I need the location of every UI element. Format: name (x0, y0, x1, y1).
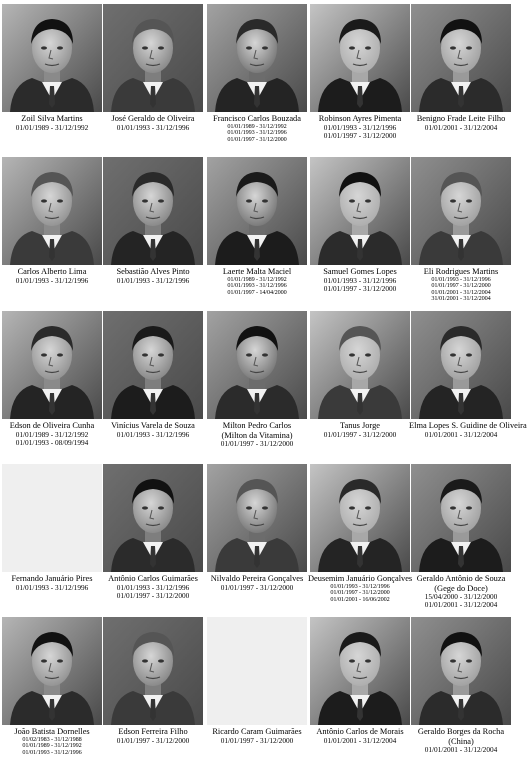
person-name: João Batista Dornelles (14, 727, 90, 736)
term-dates: 01/01/1989 - 31/12/1992 (15, 429, 89, 439)
caption (205, 114, 309, 143)
person-name: Milton Pedro Carlos (222, 421, 292, 430)
person-name: Robinson Ayres Pimenta (318, 114, 402, 123)
term-dates: 01/01/1993 - 31/12/1996 (323, 275, 397, 285)
person-nickname: (China) (448, 736, 474, 746)
person-name: Francisco Carlos Bouzada (213, 114, 301, 123)
term-dates: 01/01/1993 - 31/12/1996 (116, 122, 190, 132)
term-dates: 01/01/1997 - 31/12/2000 (431, 282, 491, 290)
term-dates: 01/01/1993 - 31/12/1996 (227, 282, 287, 290)
portrait-photo (207, 464, 307, 572)
term-dates: 01/01/1997 - 31/12/2000 (220, 735, 294, 745)
term-dates: 01/01/1993 - 31/12/1996 (116, 429, 190, 439)
councillor-card (2, 311, 102, 461)
person-name: Ricardo Caram Guimarães (212, 727, 302, 736)
councillor-card (103, 311, 203, 461)
caption (409, 727, 513, 754)
caption (0, 114, 104, 132)
term-dates: 01/01/1993 - 31/12/1996 (330, 582, 390, 590)
term-dates: 01/01/1997 - 31/12/2000 (323, 130, 397, 140)
councillor-card (310, 311, 410, 461)
term-dates: 31/01/2001 - 31/12/2004 (431, 295, 491, 303)
blank-photo-placeholder (207, 617, 307, 725)
portrait-photo (2, 157, 102, 265)
term-dates: 01/01/1997 - 31/12/2000 (323, 429, 397, 439)
term-dates: 01/01/1989 - 31/12/1992 (22, 742, 82, 750)
councillor-card (411, 157, 511, 307)
caption (409, 421, 527, 439)
caption (205, 267, 309, 296)
caption (308, 267, 412, 293)
person-name: José Geraldo de Oliveira (111, 114, 195, 123)
councillor-card (2, 617, 102, 767)
councillor-card (2, 464, 102, 614)
portrait-photo (103, 311, 203, 419)
person-name: Tanus Jorge (340, 421, 380, 430)
portrait-photo (310, 617, 410, 725)
person-name: Carlos Alberto Lima (17, 267, 87, 276)
portrait-photo (2, 4, 102, 112)
portrait-photo (103, 617, 203, 725)
caption (308, 421, 412, 439)
person-name: Eli Rodrigues Martins (423, 267, 499, 276)
person-name: Benigno Frade Leite Filho (416, 114, 506, 123)
person-name: Zoil Silva Martins (21, 114, 83, 123)
term-dates: 01/01/2001 - 16/06/2002 (330, 595, 390, 603)
term-dates: 01/01/1997 - 31/12/2000 (227, 135, 287, 143)
caption (101, 574, 205, 600)
term-dates: 01/01/1993 - 08/09/1994 (15, 437, 89, 447)
portrait-photo (411, 617, 511, 725)
portrait-photo (207, 4, 307, 112)
term-dates: 01/01/1997 - 31/12/2000 (323, 283, 397, 293)
term-dates: 01/01/1993 - 31/12/1996 (15, 582, 89, 592)
term-dates: 01/01/2001 - 31/12/2004 (424, 429, 498, 439)
caption (101, 114, 205, 132)
term-dates: 01/01/1993 - 31/12/1996 (323, 122, 397, 132)
term-dates: 01/01/1993 - 31/12/1996 (22, 748, 82, 756)
portrait-photo (310, 311, 410, 419)
term-dates: 01/01/1993 - 31/12/1996 (116, 275, 190, 285)
person-name: Samuel Gomes Lopes (323, 267, 397, 276)
term-dates: 01/01/1993 - 31/12/1996 (431, 275, 491, 283)
term-dates: 01/01/1997 - 31/12/2000 (220, 582, 294, 592)
person-name: Nilvaldo Pereira Gonçalves (210, 574, 304, 583)
councillor-card (207, 464, 307, 614)
portrait-photo (103, 4, 203, 112)
councillor-card (411, 4, 511, 154)
portrait-photo (310, 157, 410, 265)
caption (101, 421, 205, 439)
caption (205, 421, 309, 448)
person-name: Geraldo Borges da Rocha (417, 727, 505, 736)
caption (0, 421, 104, 447)
councillor-card (103, 4, 203, 154)
councillor-card (103, 157, 203, 307)
term-dates: 01/01/2001 - 31/12/2004 (424, 600, 498, 610)
councillor-card (207, 617, 307, 767)
person-name: Edson de Oliveira Cunha (9, 421, 95, 430)
councillor-card (207, 157, 307, 307)
councillor-card (308, 464, 413, 614)
person-nickname: (Milton da Vitamina) (221, 430, 293, 440)
term-dates: 01/01/1989 - 31/12/1992 (227, 122, 287, 130)
councillor-card (103, 464, 203, 614)
person-name: Antônio Carlos Guimarães (108, 574, 198, 583)
councillor-card (2, 157, 102, 307)
term-dates: 01/01/2001 - 31/12/2004 (323, 735, 397, 745)
portrait-photo (411, 157, 511, 265)
caption (101, 267, 205, 285)
portrait-photo (207, 157, 307, 265)
councillor-card (411, 464, 511, 614)
caption (205, 727, 309, 745)
person-name: Fernando Januário Pires (11, 574, 93, 583)
term-dates: 01/01/1997 - 14/04/2000 (227, 288, 287, 296)
portrait-photo (411, 311, 511, 419)
councillor-card (207, 4, 307, 154)
caption (0, 727, 104, 756)
councillor-card (310, 617, 410, 767)
term-dates: 15/04/2000 - 31/12/2000 (424, 592, 498, 602)
person-name: Elma Lopes S. Guidine de Oliveira (409, 421, 527, 430)
term-dates: 01/01/1997 - 31/12/2000 (330, 589, 390, 597)
term-dates: 01/01/1993 - 31/12/1996 (15, 275, 89, 285)
term-dates: 01/01/1997 - 31/12/2000 (220, 439, 294, 449)
person-name: Geraldo Antônio de Souza (416, 574, 506, 583)
caption (0, 574, 104, 592)
councillor-card (310, 157, 410, 307)
portrait-photo (411, 4, 511, 112)
person-name: Sebastião Alves Pinto (116, 267, 190, 276)
term-dates: 01/01/1993 - 31/12/1996 (227, 129, 287, 137)
term-dates: 01/01/1989 - 31/12/1992 (227, 275, 287, 283)
portrait-photo (103, 464, 203, 572)
portrait-photo (310, 464, 410, 572)
term-dates: 01/01/1997 - 31/12/2000 (116, 590, 190, 600)
person-name: Vinícius Varela de Souza (111, 421, 195, 430)
caption (409, 267, 513, 303)
portrait-photo (207, 311, 307, 419)
portrait-photo (103, 157, 203, 265)
person-nickname: (Gege do Doce) (434, 583, 488, 593)
portrait-photo (2, 617, 102, 725)
person-name: Laerte Malta Maciel (222, 267, 292, 276)
term-dates: 01/01/1993 - 31/12/1996 (116, 582, 190, 592)
portrait-photo (310, 4, 410, 112)
person-name: Deusemim Januário Gonçalves (308, 574, 413, 583)
councillor-card (207, 311, 307, 461)
councillor-card (411, 617, 511, 767)
term-dates: 01/02/1983 - 31/12/1988 (22, 735, 82, 743)
term-dates: 01/01/2001 - 31/12/2004 (431, 288, 491, 296)
councillor-card (310, 4, 410, 154)
councillor-card (409, 311, 527, 461)
caption (0, 267, 104, 285)
caption (101, 727, 205, 745)
person-name: Antônio Carlos de Morais (316, 727, 404, 736)
caption (308, 727, 412, 745)
blank-photo-placeholder (2, 464, 102, 572)
caption (205, 574, 309, 592)
term-dates: 01/01/2001 - 31/12/2004 (424, 745, 498, 755)
portrait-photo (2, 311, 102, 419)
caption (308, 574, 412, 603)
caption (409, 114, 513, 132)
councillor-card (2, 4, 102, 154)
portrait-photo (411, 464, 511, 572)
term-dates: 01/01/1997 - 31/12/2000 (116, 735, 190, 745)
caption (409, 574, 513, 609)
person-name: Edson Ferreira Filho (118, 727, 188, 736)
term-dates: 01/01/1989 - 31/12/1992 (15, 122, 89, 132)
councillor-card (103, 617, 203, 767)
caption (308, 114, 412, 140)
term-dates: 01/01/2001 - 31/12/2004 (424, 122, 498, 132)
